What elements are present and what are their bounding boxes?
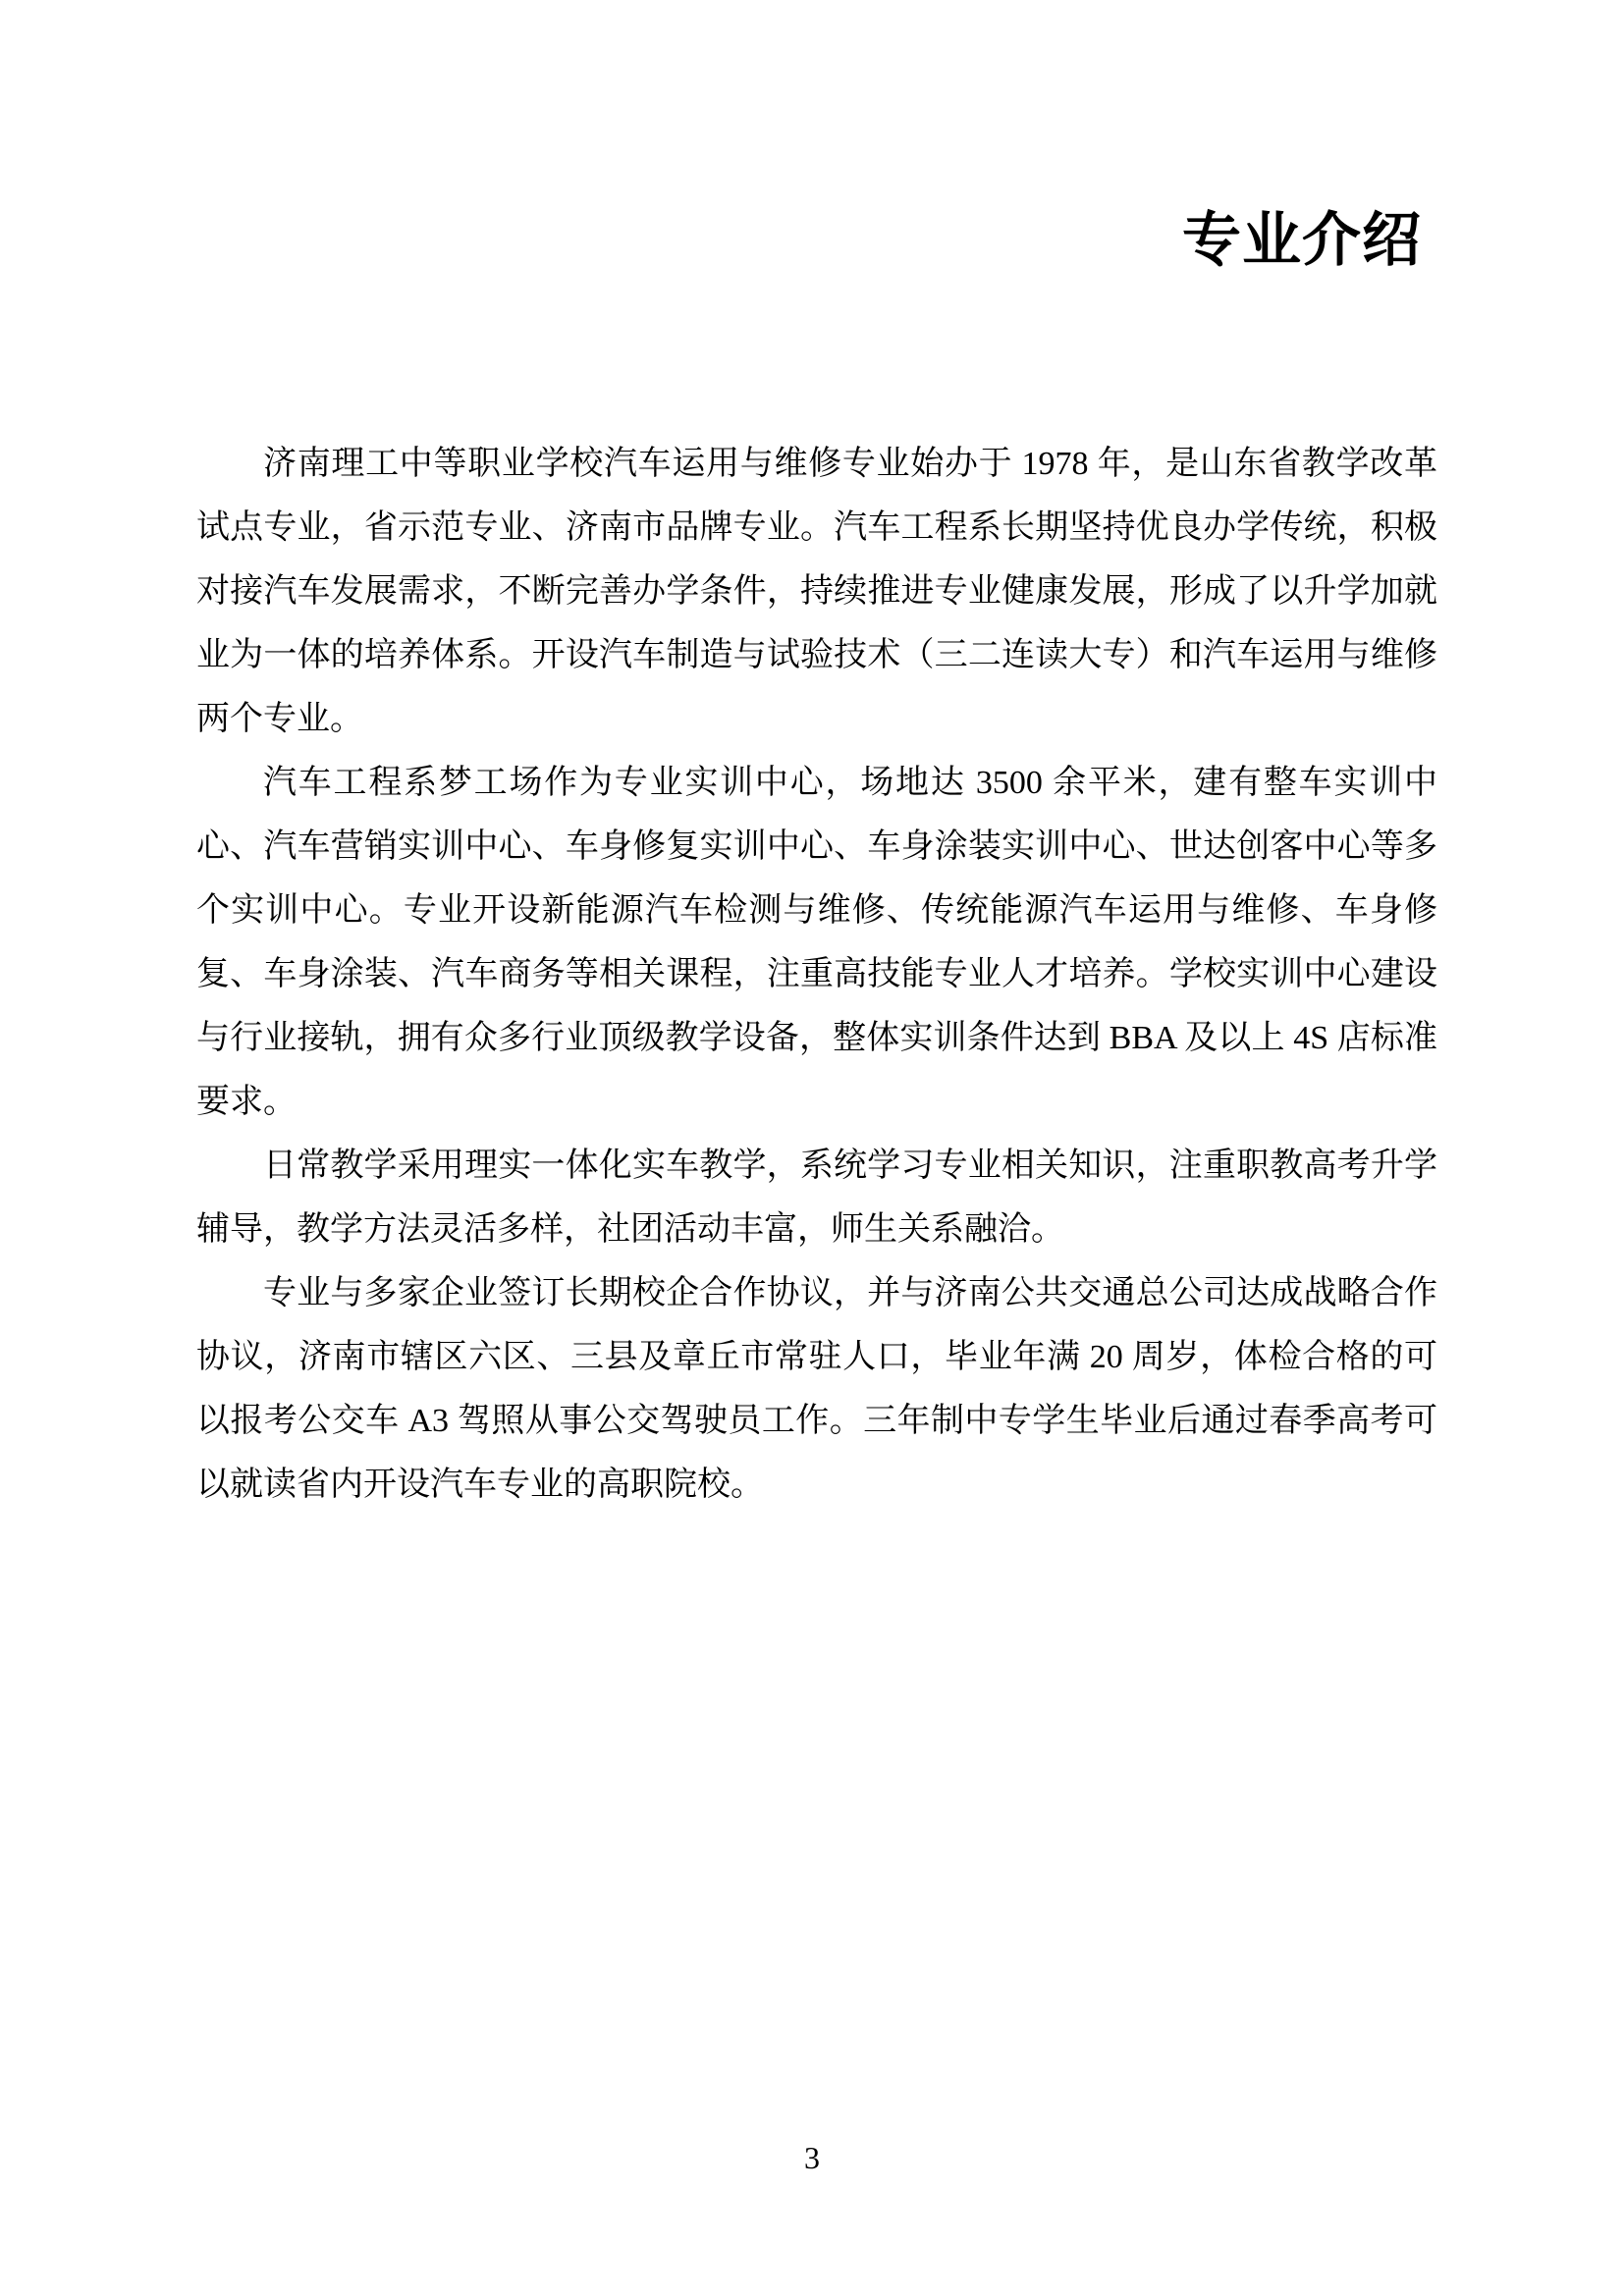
body-paragraph: 汽车工程系梦工场作为专业实训中心，场地达 3500 余平米，建有整车实训中心、汽车营销实训中心、车身修复实训中心、车身涂装实训中心、世达创客中心等多个实训中心。专业开设新能源汽车检测与维修、传统能源汽车运用与维修、车身修复、车身涂装、汽车商务等相关课程，注重高技能专业人才培养。学校实训中心建设与行业接轨，拥有众多行业顶级教学设备，整体实训条件达到 BBA 及以上 4S 店标准要求。 [196,765,1437,1120]
page-number: 3 [804,2140,820,2175]
body-paragraph: 日常教学采用理实一体化实车教学，系统学习专业相关知识，注重职教高考升学辅导，教学方法灵活多样，社团活动丰富，师生关系融洽。 [196,1148,1437,1248]
document-content [196,0,1437,1517]
body-paragraph: 济南理工中等职业学校汽车运用与维修专业始办于 1978 年，是山东省教学改革试点专业，省示范专业、济南市品牌专业。汽车工程系长期坚持优良办学传统，积极对接汽车发展需求，不断完善办学条件，持续推进专业健康发展，形成了以升学加就业为一体的培养体系。开设汽车制造与试验技术（三二连读大专）和汽车运用与维修两个专业。 [196,446,1437,737]
body-paragraph: 专业与多家企业签订长期校企合作协议，并与济南公共交通总公司达成战略合作协议，济南市辖区六区、三县及章丘市常驻人口，毕业年满 20 周岁，体检合格的可以报考公交车 A3 驾照从事公交驾驶员工作。三年制中专学生毕业后通过春季高考可以就读省内开设汽车专业的高职院校。 [196,1275,1437,1503]
body-text [196,432,1437,1517]
page-title: 专业介绍 [1182,208,1422,273]
